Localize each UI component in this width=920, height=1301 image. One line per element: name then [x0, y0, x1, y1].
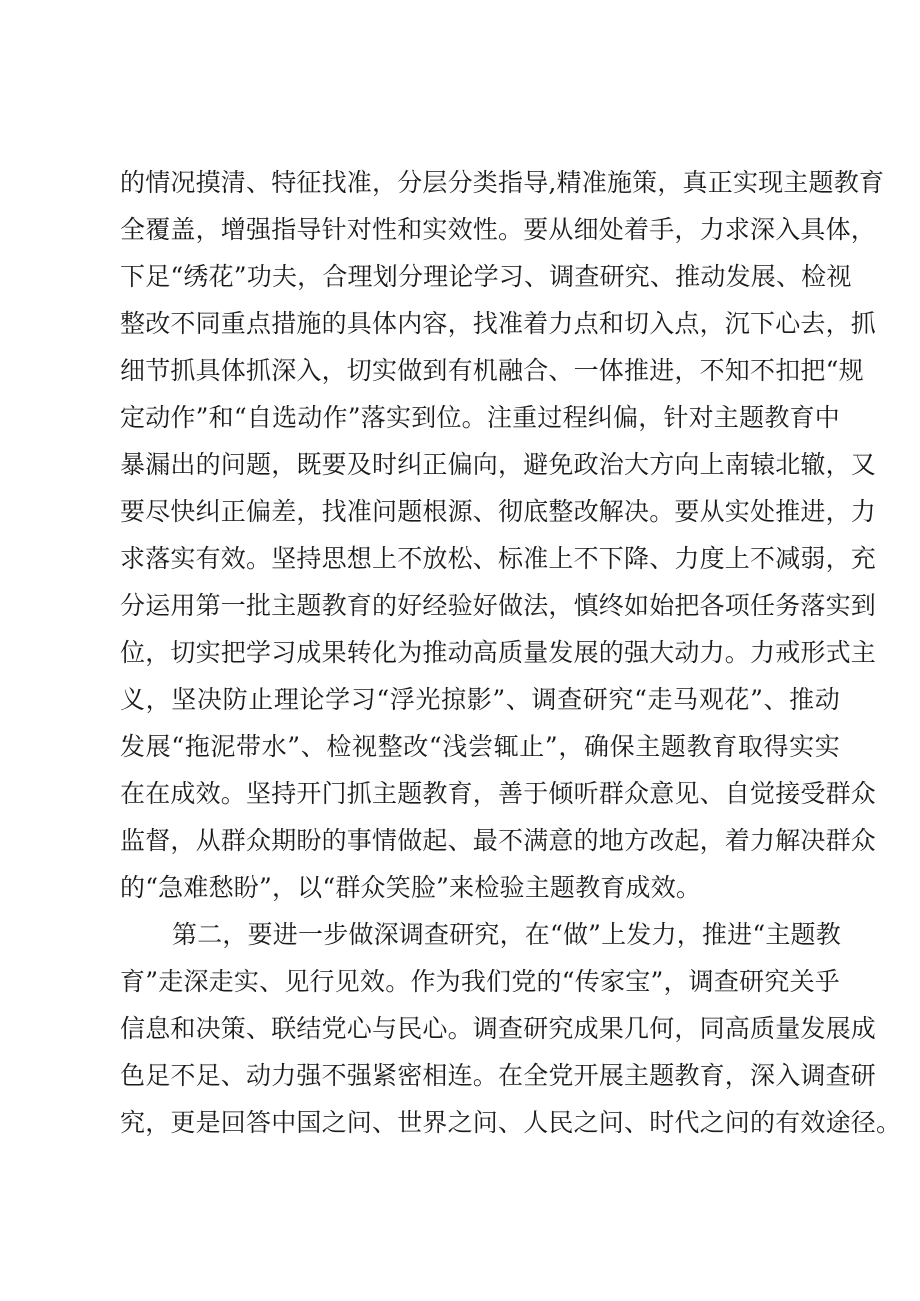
paragraph-first-line: 第二，要进一步做深调查研究，在“做”上发力，推进“主题教 — [172, 920, 841, 949]
body-text-line: 定动作”和“自选动作”落实到位。注重过程纠偏，针对主题教育中 — [120, 403, 840, 432]
body-text-line: 整改不同重点措施的具体内容，找准着力点和切入点，沉下心去，抓 — [120, 309, 877, 338]
body-text-line: 位，切实把学习成果转化为推动高质量发展的强大动力。力戒形式主 — [120, 638, 877, 667]
body-text-line: 义，坚决防止理论学习“浮光掠影”、调查研究“走马观花”、推动 — [120, 685, 840, 714]
body-text-line: 信息和决策、联结党心与民心。调查研究成果几何，同高质量发展成 — [120, 1014, 877, 1043]
body-text-line: 发展“拖泥带水”、检视整改“浅尝辄止”，确保主题教育取得实实 — [120, 732, 840, 761]
body-text-line: 全覆盖，增强指导针对性和实效性。要从细处着手，力求深入具体， — [120, 215, 877, 244]
paragraph-last-line: 的“急难愁盼”，以“群众笑脸”来检验主题教育成效。 — [120, 873, 702, 902]
body-text-line: 监督，从群众期盼的事情做起、最不满意的地方改起，着力解决群众 — [120, 826, 877, 855]
body-text-line: 分运用第一批主题教育的好经验好做法，慎终如始把各项任务落实到 — [120, 591, 877, 620]
body-text-line: 育”走深走实、见行见效。作为我们党的“传家宝”，调查研究关乎 — [120, 967, 840, 996]
body-text-line: 色足不足、动力强不强紧密相连。在全党开展主题教育，深入调查研 — [120, 1061, 877, 1090]
body-text-line: 细节抓具体抓深入，切实做到有机融合、一体推进，不知不扣把“规 — [120, 356, 864, 385]
body-text-line: 的情况摸清、特征找准，分层分类指导,精准施策，真正实现主题教育 — [120, 168, 885, 197]
body-text-line: 求落实有效。坚持思想上不放松、标准上不下降、力度上不减弱，充 — [120, 544, 877, 573]
body-text-line: 究，更是回答中国之问、世界之问、人民之问、时代之问的有效途径。 — [120, 1108, 902, 1137]
body-text-line: 暴漏出的问题，既要及时纠正偏向，避免政治大方向上南辕北辙，又 — [120, 450, 877, 479]
body-text-line: 要尽快纠正偏差，找准问题根源、彻底整改解决。要从实处推进，力 — [120, 497, 877, 526]
body-text-line: 在在成效。坚持开门抓主题教育，善于倾听群众意见、自觉接受群众 — [120, 779, 877, 808]
body-text-line: 下足“绣花”功夫，合理划分理论学习、调查研究、推动发展、检视 — [120, 262, 852, 291]
